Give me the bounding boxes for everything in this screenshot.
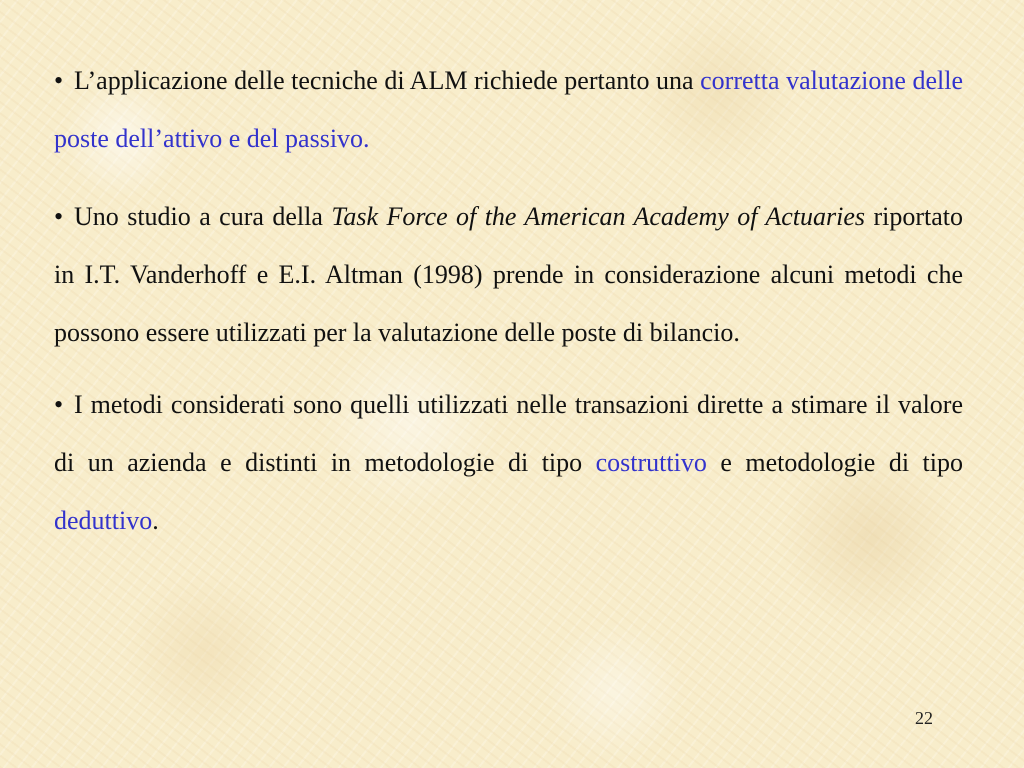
paragraph-text: . [152, 506, 159, 535]
bullet-paragraph-alm [54, 52, 963, 168]
bullet-icon: • [54, 66, 64, 95]
paragraph-text: L’applicazione delle tecniche di ALM richiede pertanto una [74, 66, 701, 95]
highlighted-text-costruttivo: costruttivo [595, 448, 707, 477]
bullet-icon: • [54, 202, 64, 231]
italic-title-text: Task Force of the American Academy of Actuaries [331, 202, 866, 231]
highlighted-text: corretta valutazione delle poste dell’attivo e del passivo. [54, 66, 963, 153]
page-number: 22 [915, 708, 933, 728]
paragraph-text: Uno studio a cura della [74, 202, 332, 231]
paragraph-text: e metodologie di tipo [706, 448, 963, 477]
paragraph-text: riportato in I.T. Vanderhoff e E.I. Altman (1998) prende in considerazione alcuni metodi che possono essere utilizzati per la valutazione delle poste di bilancio. [54, 202, 963, 347]
slide-body [54, 52, 963, 570]
bullet-paragraph-methods [54, 376, 963, 550]
bullet-icon: • [54, 390, 64, 419]
bullet-paragraph-study [54, 188, 963, 362]
highlighted-text-deduttivo: deduttivo [54, 506, 153, 535]
paragraph-text: I metodi considerati sono quelli utilizzati nelle transazioni dirette a stimare il valore di un azienda e distinti in metodologie di tipo [54, 390, 963, 477]
